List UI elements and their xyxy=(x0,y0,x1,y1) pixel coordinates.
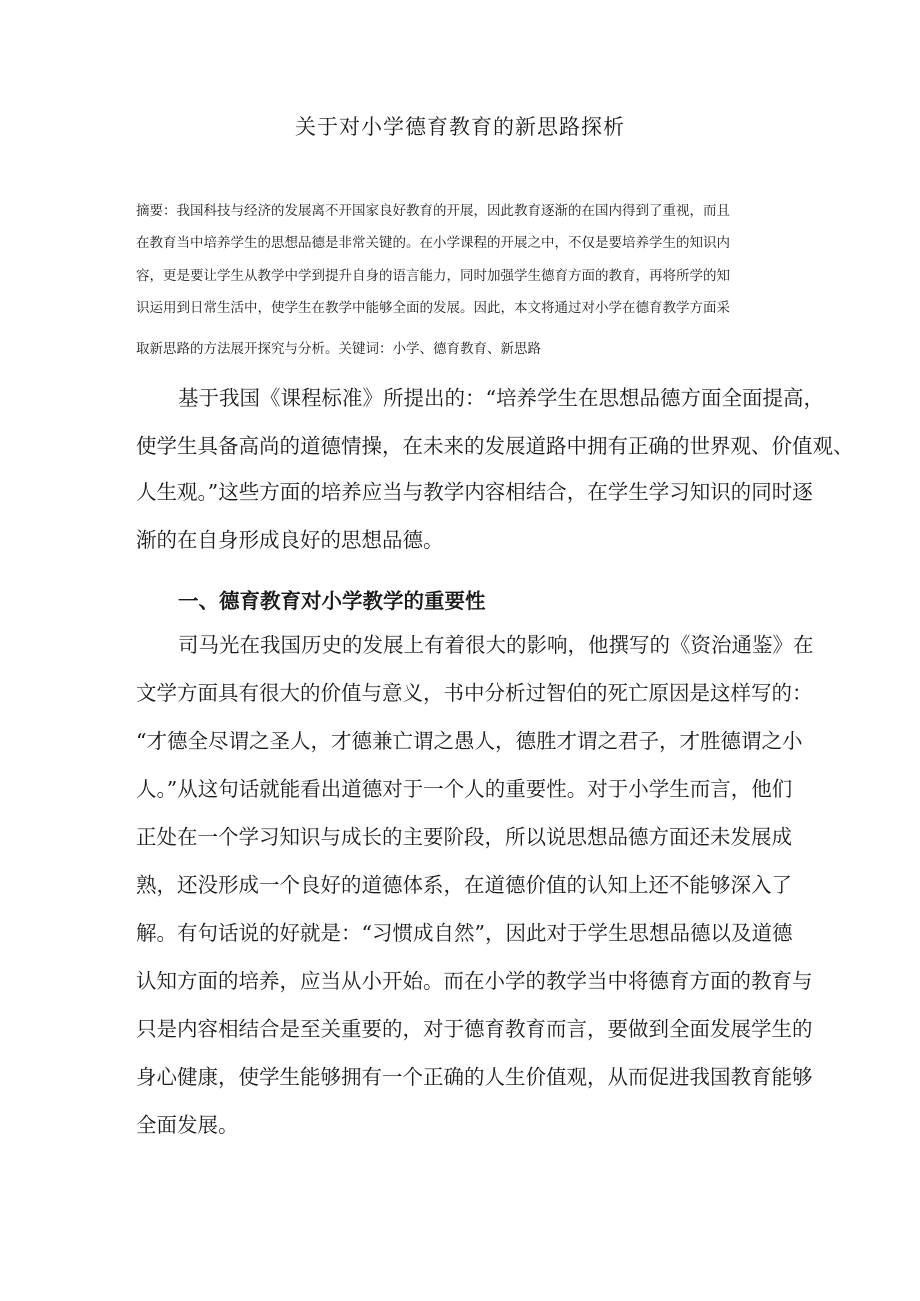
abstract-line: 取新思路的方法展开探究与分析。关键词：小学、德育教育、新思路 xyxy=(136,341,541,357)
section1-line: 解。有句话说的好就是：“习惯成自然”，因此对于学生思想品德以及道德 xyxy=(136,921,793,945)
section1-line: 身心健康，使学生能够拥有一个正确的人生价值观，从而促进我国教育能够 xyxy=(136,1065,813,1089)
intro-line: 基于我国《课程标准》所提出的：“培养学生在思想品德方面全面提高， xyxy=(178,386,824,410)
abstract-line: 摘要：我国科技与经济的发展离不开国家良好教育的开展，因此教育逐渐的在国内得到了重视，而且 xyxy=(136,203,730,219)
abstract-line: 在教育当中培养学生的思想品德是非常关键的。在小学课程的开展之中，不仅是要培养学生的知识内 xyxy=(136,235,730,251)
section1-line: 文学方面具有很大的价值与意义，书中分析过智伯的死亡原因是这样写的： xyxy=(136,681,813,705)
section-heading: 一、德育教育对小学教学的重要性 xyxy=(178,589,486,613)
intro-line: 使学生具备高尚的道德情操，在未来的发展道路中拥有正确的世界观、价值观、 xyxy=(136,434,854,458)
abstract-line: 容，更是要让学生从教学中学到提升自身的语言能力，同时加强学生德育方面的教育，再将所学的知 xyxy=(136,268,730,284)
section1-line: 熟，还没形成一个良好的道德体系，在道德价值的认知上还不能够深入了 xyxy=(136,873,792,897)
abstract-line: 识运用到日常生活中，使学生在教学中能够全面的发展。因此，本文将通过对小学在德育教学方面采 xyxy=(136,300,730,316)
section1-line: “才德全尽谓之圣人，才德兼亡谓之愚人，德胜才谓之君子，才胜德谓之小 xyxy=(136,729,803,753)
section1-line: 司马光在我国历史的发展上有着很大的影响，他撰写的《资治通鉴》在 xyxy=(178,633,814,657)
section1-line: 认知方面的培养，应当从小开始。而在小学的教学当中将德育方面的教育与 xyxy=(136,969,813,993)
intro-line: 渐的在自身形成良好的思想品德。 xyxy=(136,528,444,552)
section1-line: 全面发展。 xyxy=(136,1113,239,1137)
section1-line: 只是内容相结合是至关重要的，对于德育教育而言，要做到全面发展学生的 xyxy=(136,1017,813,1041)
document-title: 关于对小学德育教育的新思路探析 xyxy=(295,115,625,139)
section1-line: 人。”从这句话就能看出道德对于一个人的重要性。对于小学生而言，他们 xyxy=(136,777,793,801)
section1-line: 正处在一个学习知识与成长的主要阶段，所以说思想品德方面还未发展成 xyxy=(136,825,792,849)
intro-line: 人生观。”这些方面的培养应当与教学内容相结合，在学生学习知识的同时逐 xyxy=(136,480,813,504)
